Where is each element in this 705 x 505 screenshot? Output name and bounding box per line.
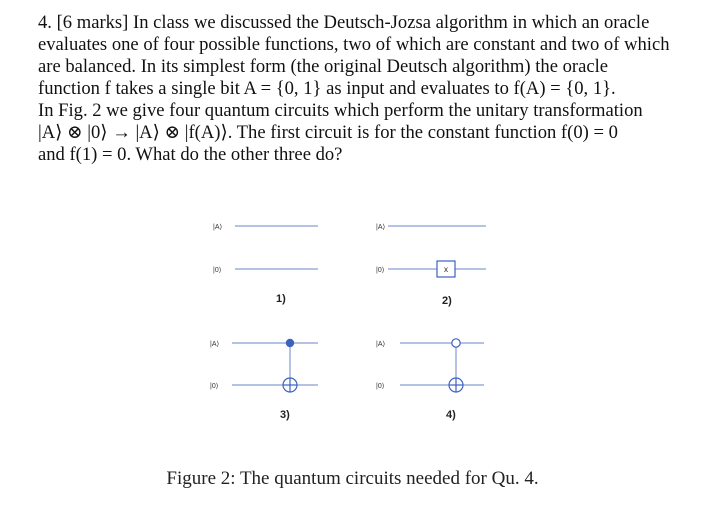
- question-line: are balanced. In its simplest form (the original Deutsch algorithm) the oracle: [38, 56, 609, 77]
- question-line: evaluates one of four possible functions, two of which are constant and two of which: [38, 34, 670, 55]
- circuit-4: [376, 339, 484, 421]
- circuit-3: [210, 339, 318, 421]
- circuit-1: [213, 223, 318, 305]
- filled-control-dot: [286, 339, 294, 347]
- question-line: 4. [6 marks] In class we discussed the Deutsch-Jozsa algorithm in which an oracle: [38, 12, 650, 33]
- figure-caption: Figure 2: The quantum circuits needed for Qu. 4.: [166, 468, 539, 489]
- input-label-bottom: |0⟩: [210, 383, 219, 390]
- circuit-label: 2): [442, 295, 452, 307]
- question-line: |A⟩ ⊗ |0⟩ → |A⟩ ⊗ |f(A)⟩. The first circuit is for the constant function f(0) = 0: [38, 122, 618, 143]
- circuit-label: 4): [446, 409, 456, 421]
- circuit-label: 3): [280, 409, 290, 421]
- input-label-top: |A⟩: [376, 224, 386, 231]
- circuit-label: 1): [276, 293, 286, 305]
- circuit-2: [376, 223, 486, 307]
- open-control-dot: [452, 339, 460, 347]
- input-label-bottom: |0⟩: [376, 383, 385, 390]
- input-label-top: |A⟩: [210, 341, 220, 348]
- input-label-top: |A⟩: [376, 341, 386, 348]
- question-line: function f takes a single bit A = {0, 1} as input and evaluates to f(A) = {0, 1}.: [38, 78, 616, 99]
- question-line: In Fig. 2 we give four quantum circuits which perform the unitary transformation: [38, 100, 643, 121]
- x-gate-label: x: [444, 265, 448, 274]
- input-label-top: |A⟩: [213, 224, 223, 231]
- input-label-bottom: |0⟩: [213, 267, 222, 274]
- question-line: and f(1) = 0. What do the other three do?: [38, 144, 343, 165]
- input-label-bottom: |0⟩: [376, 267, 385, 274]
